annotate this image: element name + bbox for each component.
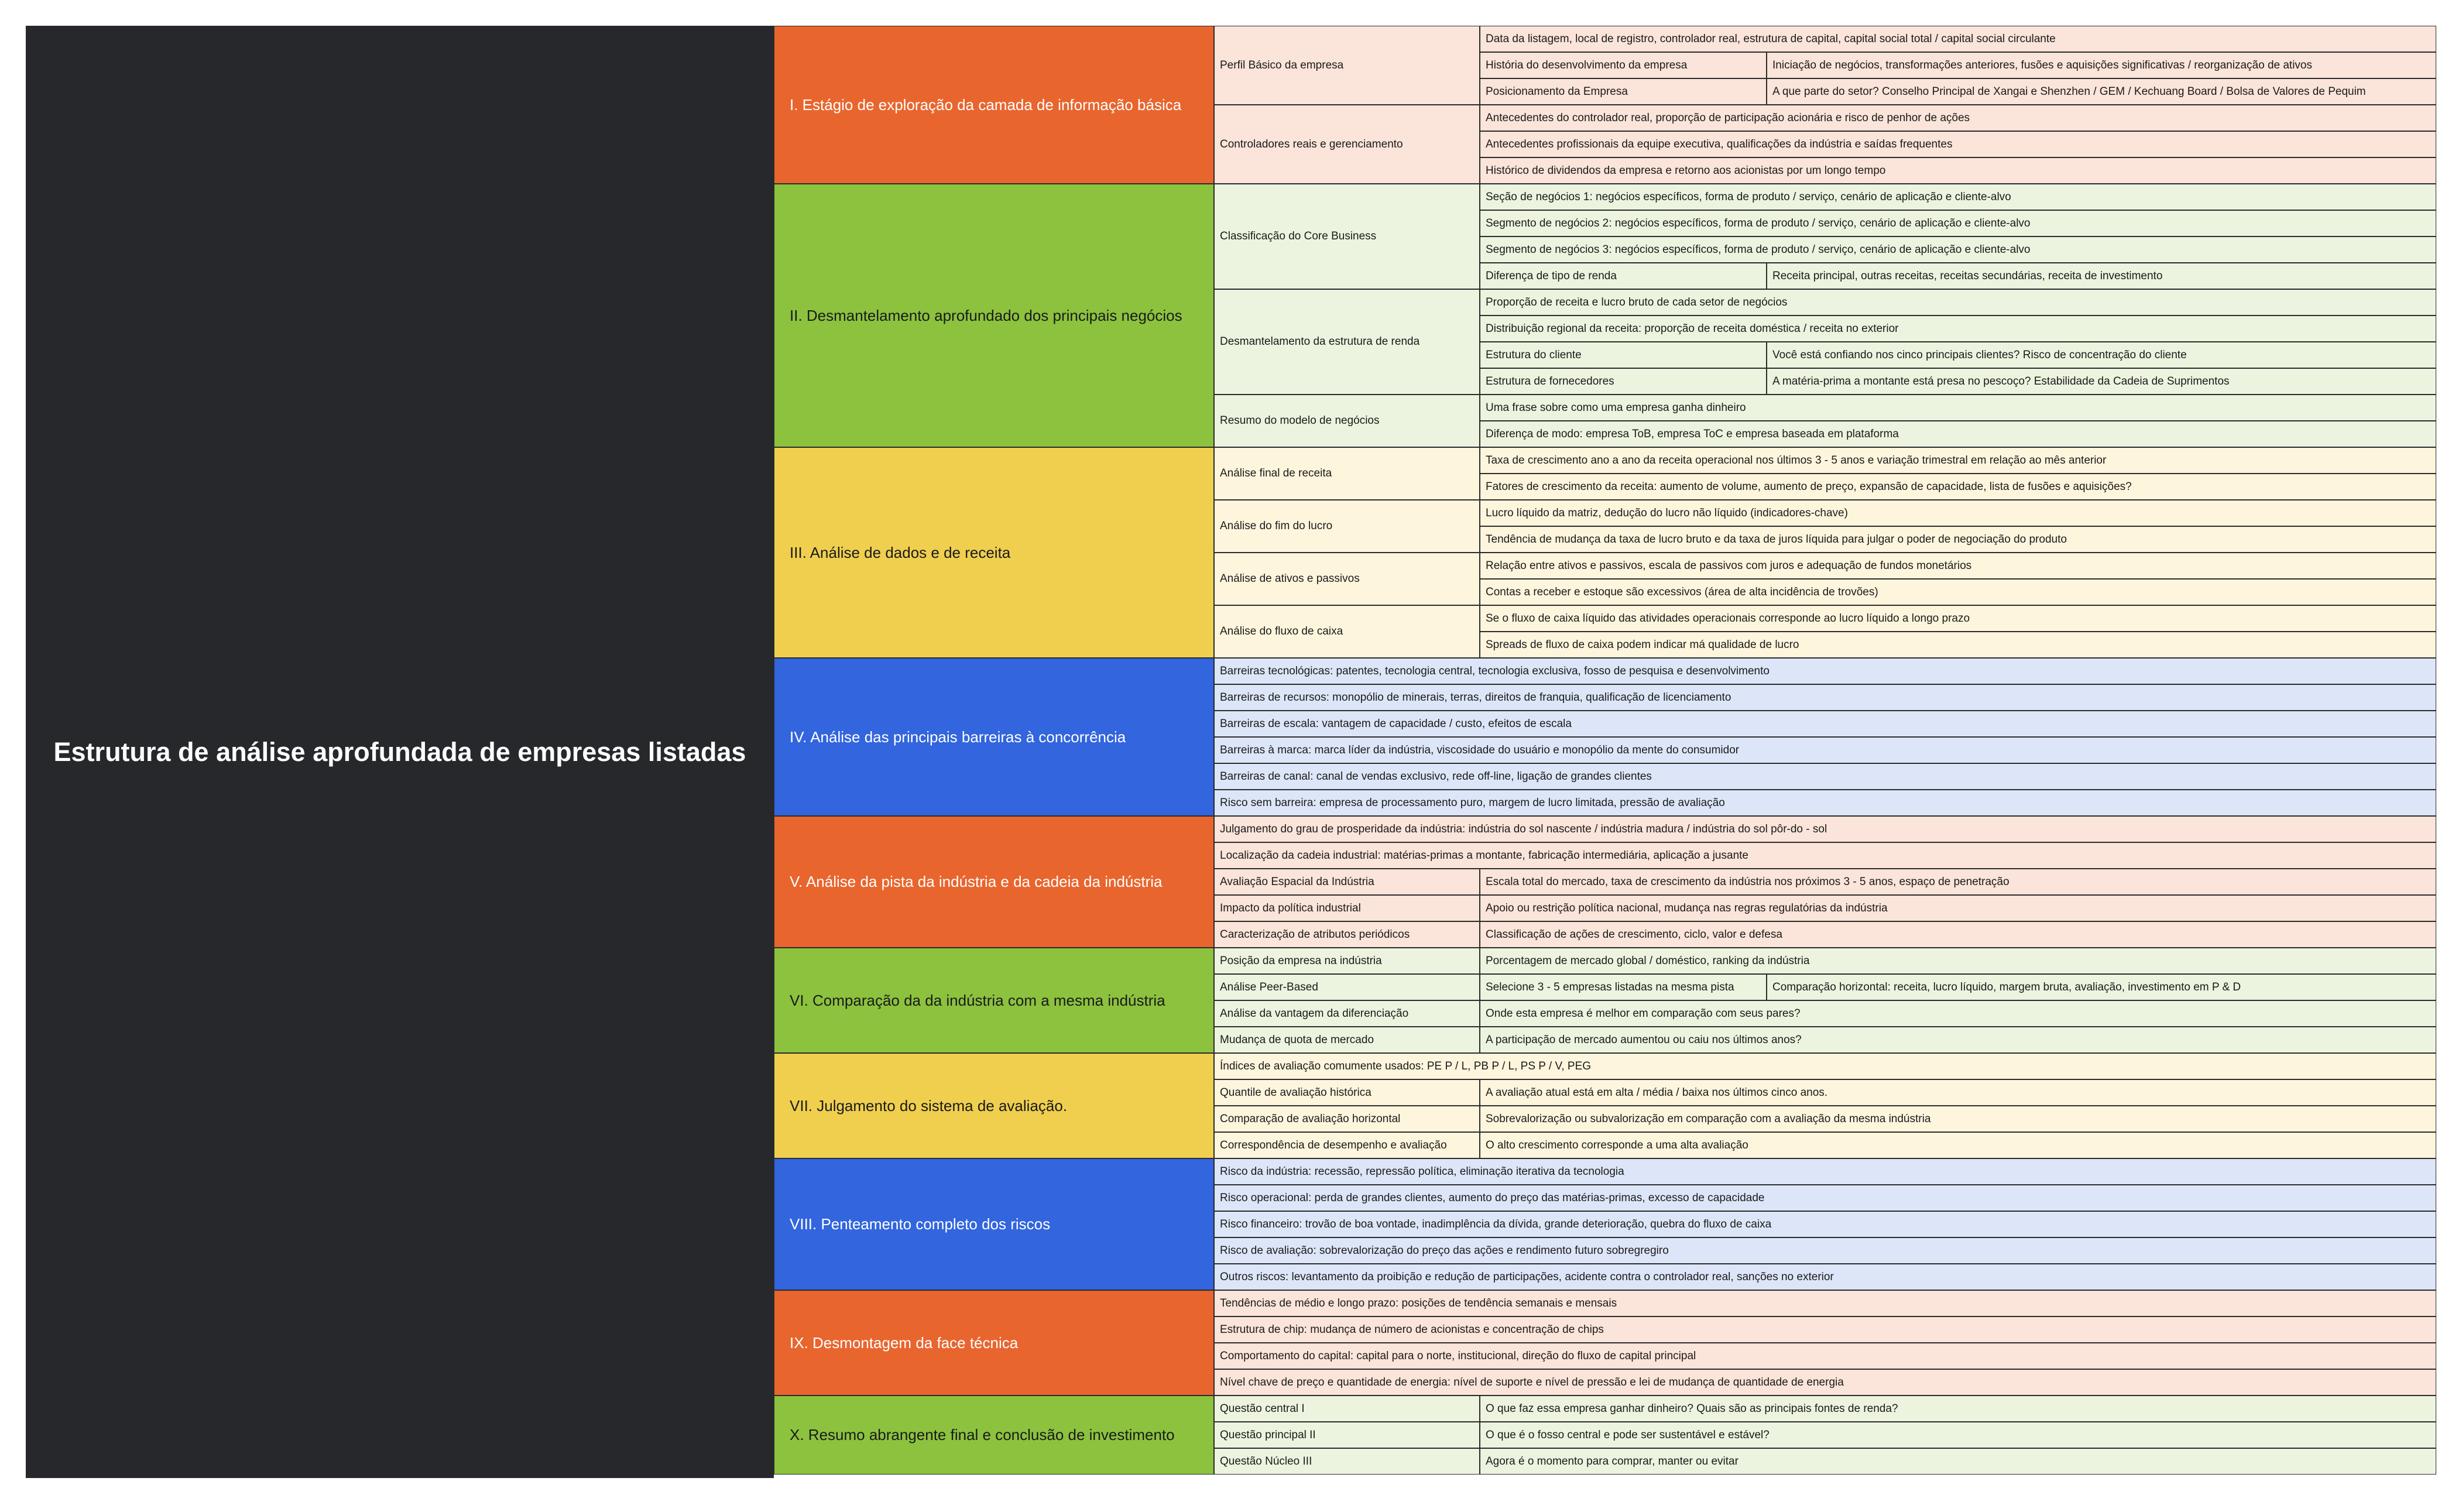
section-node-text: IX. Desmontagem da face técnica (790, 1333, 1019, 1352)
row-text-text: Nível chave de preço e quantidade de energia: nível de suporte e nível de pressão e lei de mudança de quantidade de energia (1220, 1376, 1844, 1388)
group-node (1214, 395, 1480, 447)
row-text-text: Risco operacional: perda de grandes clientes, aumento do preço das matérias-primas, excesso de capacidade (1220, 1191, 1765, 1204)
group-node-text: Resumo do modelo de negócios (1220, 414, 1380, 427)
section-node (774, 447, 1214, 658)
row-detail (1480, 895, 2436, 921)
row-text-text: Barreiras de escala: vantagem de capacidade / custo, efeitos de escala (1220, 717, 1572, 730)
row-label-text: Mudança de quota de mercado (1220, 1033, 1374, 1046)
row-text-text: Contas a receber e estoque são excessivos (área de alta incidência de trovões) (1486, 585, 1878, 598)
row-text (1214, 790, 2436, 816)
row-text (1480, 474, 2436, 500)
row-text-text: Uma frase sobre como uma empresa ganha dinheiro (1486, 401, 1746, 414)
row-text (1480, 26, 2436, 52)
section-node (774, 948, 1214, 1053)
row-detail (1480, 869, 2436, 895)
row-text-text: Taxa de crescimento ano a ano da receita operacional nos últimos 3 - 5 anos e variação trimestral em relação ao mês anterior (1486, 454, 2107, 467)
row-extra (1767, 974, 2436, 1000)
row-detail-text: O que faz essa empresa ganhar dinheiro? Quais são as principais fontes de renda? (1486, 1402, 1898, 1415)
row-detail (1480, 974, 1767, 1000)
row-detail (1480, 921, 2436, 948)
row-text (1214, 763, 2436, 790)
row-detail-text: Porcentagem de mercado global / doméstico, ranking da indústria (1486, 954, 1810, 967)
row-text (1214, 658, 2436, 684)
row-text (1480, 184, 2436, 210)
section-node-text: I. Estágio de exploração da camada de informação básica (790, 95, 1182, 114)
row-detail-text: O que é o fosso central e pode ser sustentável e estável? (1486, 1428, 1770, 1441)
row-label-text: Estrutura do cliente (1486, 348, 1582, 361)
analysis-tree-diagram (26, 26, 2436, 1478)
section-node-text: IV. Análise das principais barreiras à concorrência (790, 728, 1126, 746)
root-title-node (26, 26, 774, 1478)
row-detail-text: Selecione 3 - 5 empresas listadas na mesma pista (1486, 980, 1734, 993)
row-text-text: Distribuição regional da receita: proporção de receita doméstica / receita no exterior (1486, 322, 1899, 335)
row-detail (1480, 1106, 2436, 1132)
row-text (1214, 737, 2436, 763)
section-node-text: V. Análise da pista da indústria e da cadeia da indústria (790, 873, 1163, 890)
section-node (774, 816, 1214, 948)
root-title: Estrutura de análise aprofundada de empresas listadas (53, 736, 746, 767)
row-label-text: Avaliação Espacial da Indústria (1220, 875, 1374, 888)
row-text (1214, 1237, 2436, 1264)
row-text (1480, 526, 2436, 553)
row-text-text: Relação entre ativos e passivos, escala de passivos com juros e adequação de fundos monetários (1486, 559, 1972, 572)
row-text (1480, 210, 2436, 236)
row-label (1214, 1132, 1480, 1158)
row-label-text: Estrutura de fornecedores (1486, 375, 1614, 388)
row-label (1214, 1106, 1480, 1132)
row-label (1214, 1422, 1480, 1448)
row-text (1480, 605, 2436, 632)
row-text (1480, 157, 2436, 184)
row-text (1480, 632, 2436, 658)
row-label-text: Comparação de avaliação horizontal (1220, 1112, 1401, 1125)
row-text (1214, 1264, 2436, 1290)
row-label (1214, 1448, 1480, 1475)
row-label-text: Questão Núcleo III (1220, 1455, 1312, 1468)
row-label (1214, 1396, 1480, 1422)
row-detail-text: Agora é o momento para comprar, manter ou evitar (1486, 1455, 1739, 1468)
section-node (774, 658, 1214, 816)
row-detail (1480, 1448, 2436, 1475)
row-label (1214, 895, 1480, 921)
row-detail-text: Onde esta empresa é melhor em comparação com seus pares? (1486, 1007, 1801, 1020)
section-node (774, 1396, 1214, 1475)
row-text (1480, 447, 2436, 474)
row-text-text: Barreiras tecnológicas: patentes, tecnologia central, tecnologia exclusiva, fosso de pesquisa e desenvolvimento (1220, 664, 1770, 677)
row-detail-text: Você está confiando nos cinco principais clientes? Risco de concentração do cliente (1772, 348, 2187, 361)
row-text-text: Tendências de médio e longo prazo: posições de tendência semanais e mensais (1220, 1297, 1617, 1309)
row-text (1480, 131, 2436, 157)
section-node-text: VIII. Penteamento completo dos riscos (790, 1215, 1051, 1233)
row-text-text: Estrutura de chip: mudança de número de acionistas e concentração de chips (1220, 1323, 1604, 1336)
row-text (1214, 1211, 2436, 1237)
row-text-text: Seção de negócios 1: negócios específicos, forma de produto / serviço, cenário de aplicação e cliente-alvo (1486, 190, 2011, 203)
row-text-text: Barreiras de recursos: monopólio de minerais, terras, direitos de franquia, qualificação de licenciamento (1220, 691, 1731, 704)
row-detail-text: A que parte do setor? Conselho Principal de Xangai e Shenzhen / GEM / Kechuang Board / Bolsa de Valores de Pequim (1772, 85, 2366, 98)
section-node (774, 1158, 1214, 1290)
row-text-text: Risco financeiro: trovão de boa vontade, inadimplência da dívida, grande deterioração, quebra do fluxo de caixa (1220, 1218, 1772, 1230)
row-text (1214, 1158, 2436, 1185)
group-node-text: Análise final de receita (1220, 467, 1332, 480)
row-label (1214, 1000, 1480, 1027)
row-label (1214, 1079, 1480, 1106)
row-text-text: Outros riscos: levantamento da proibição e redução de participações, acidente contra o controlador real, sanções no exterior (1220, 1270, 1834, 1283)
row-label-text: Quantile de avaliação histórica (1220, 1086, 1371, 1099)
row-label (1214, 948, 1480, 974)
row-text-text: Índices de avaliação comumente usados: PE P / L, PB P / L, PS P / V, PEG (1220, 1060, 1592, 1072)
group-node (1214, 447, 1480, 500)
row-detail-text: Escala total do mercado, taxa de crescimento da indústria nos próximos 3 - 5 anos, espaço de penetração (1486, 875, 2010, 888)
row-text (1214, 1053, 2436, 1079)
row-label-text: Impacto da política industrial (1220, 901, 1361, 914)
row-text (1214, 1316, 2436, 1343)
row-label-text: Questão central I (1220, 1402, 1305, 1415)
group-node-text: Desmantelamento da estrutura de renda (1220, 335, 1420, 348)
row-text-text: Proporção de receita e lucro bruto de cada setor de negócios (1486, 296, 1788, 308)
row-detail-text: O alto crescimento corresponde a uma alta avaliação (1486, 1139, 1748, 1151)
row-text-text: Julgamento do grau de prosperidade da indústria: indústria do sol nascente / indústria madura / indústria do sol pôr-do - sol (1220, 822, 1827, 835)
row-text (1480, 316, 2436, 342)
row-text (1480, 579, 2436, 605)
row-label (1480, 342, 1767, 368)
row-label-text: Questão principal II (1220, 1428, 1316, 1441)
group-node (1214, 605, 1480, 658)
row-text (1480, 105, 2436, 131)
row-detail (1480, 1422, 2436, 1448)
row-detail-text: A avaliação atual está em alta / média / baixa nos últimos cinco anos. (1486, 1086, 1828, 1099)
row-text (1480, 395, 2436, 421)
row-text-text: Barreiras de canal: canal de vendas exclusivo, rede off-line, ligação de grandes clientes (1220, 770, 1652, 783)
row-detail-text: Sobrevalorização ou subvalorização em comparação com a avaliação da mesma indústria (1486, 1112, 1931, 1125)
row-detail (1480, 1132, 2436, 1158)
row-text-text: Barreiras à marca: marca líder da indústria, viscosidade do usuário e monopólio da mente do consumidor (1220, 743, 1740, 756)
row-text-text: Risco de avaliação: sobrevalorização do preço das ações e rendimento futuro sobregregiro (1220, 1244, 1669, 1257)
row-text-text: Diferença de modo: empresa ToB, empresa ToC e empresa baseada em plataforma (1486, 427, 1899, 440)
section-node-text: X. Resumo abrangente final e conclusão de investimento (790, 1426, 1175, 1444)
section-node (774, 1053, 1214, 1158)
row-detail (1480, 1000, 2436, 1027)
row-detail (1480, 1027, 2436, 1053)
group-node-text: Análise do fim do lucro (1220, 520, 1333, 533)
row-text (1480, 553, 2436, 579)
row-text (1214, 1369, 2436, 1396)
row-label (1214, 869, 1480, 895)
row-text (1214, 1290, 2436, 1316)
row-text-text: Risco da indústria: recessão, repressão política, eliminação iterativa da tecnologia (1220, 1165, 1624, 1178)
row-label (1480, 263, 1767, 289)
row-label-text: Análise da vantagem da diferenciação (1220, 1007, 1409, 1020)
row-detail (1767, 78, 2436, 105)
group-node (1214, 289, 1480, 395)
row-text-text: Antecedentes profissionais da equipe executiva, qualificações da indústria e saídas frequentes (1486, 138, 1953, 150)
row-text-text: Data da listagem, local de registro, controlador real, estrutura de capital, capital social total / capital social circulante (1486, 32, 2056, 45)
section-node (774, 26, 1214, 184)
group-node (1214, 105, 1480, 184)
row-text (1480, 236, 2436, 263)
section-node-text: VI. Comparação da da indústria com a mesma indústria (790, 991, 1165, 1009)
row-text (1214, 816, 2436, 842)
row-detail-text: Apoio ou restrição política nacional, mudança nas regras regulatórias da indústria (1486, 901, 1888, 914)
row-label (1480, 78, 1767, 105)
row-detail (1767, 52, 2436, 78)
row-text-text: Risco sem barreira: empresa de processamento puro, margem de lucro limitada, pressão de avaliação (1220, 796, 1725, 809)
row-text-text: Localização da cadeia industrial: matérias-primas a montante, fabricação intermediária, aplicação a jusante (1220, 849, 1748, 862)
row-text-text: Se o fluxo de caixa líquido das atividades operacionais corresponde ao lucro líquido a longo prazo (1486, 612, 1970, 625)
row-text (1214, 1185, 2436, 1211)
group-node (1214, 553, 1480, 605)
row-label (1214, 1027, 1480, 1053)
row-text-text: Spreads de fluxo de caixa podem indicar má qualidade de lucro (1486, 638, 1799, 651)
row-label-text: Posição da empresa na indústria (1220, 954, 1382, 967)
row-text-text: Antecedentes do controlador real, proporção de participação acionária e risco de penhor de ações (1486, 111, 1970, 124)
section-node-text: III. Análise de dados e de receita (790, 543, 1011, 561)
row-text (1480, 289, 2436, 316)
row-detail-text: Iniciação de negócios, transformações anteriores, fusões e aquisições significativas / reorganização de ativos (1772, 59, 2313, 71)
row-text-text: Segmento de negócios 2: negócios específicos, forma de produto / serviço, cenário de aplicação e cliente-alvo (1486, 217, 2031, 229)
row-label-text: Posicionamento da Empresa (1486, 85, 1628, 98)
row-text (1214, 684, 2436, 711)
row-detail-text: A matéria-prima a montante está presa no pescoço? Estabilidade da Cadeia de Suprimentos (1772, 375, 2230, 388)
row-text-text: Lucro líquido da matriz, dedução do lucro não líquido (indicadores-chave) (1486, 506, 1848, 519)
group-node-text: Classificação do Core Business (1220, 230, 1377, 243)
group-node-text: Análise de ativos e passivos (1220, 572, 1360, 585)
row-text (1214, 1343, 2436, 1369)
row-detail (1480, 1396, 2436, 1422)
row-text-text: Fatores de crescimento da receita: aumento de volume, aumento de preço, expansão de capacidade, lista de fusões e aquisições? (1486, 480, 2132, 493)
row-extra-text: Comparação horizontal: receita, lucro líquido, margem bruta, avaliação, investimento em P & D (1772, 980, 2241, 993)
row-detail (1767, 342, 2436, 368)
group-node (1214, 184, 1480, 289)
section-node (774, 184, 1214, 447)
row-label-text: Análise Peer-Based (1220, 980, 1318, 993)
group-node (1214, 500, 1480, 553)
section-node-text: II. Desmantelamento aprofundado dos principais negócios (790, 306, 1182, 324)
row-detail (1480, 1079, 2436, 1106)
group-node-text: Perfil Básico da empresa (1220, 59, 1344, 71)
row-detail-text: Receita principal, outras receitas, receitas secundárias, receita de investimento (1772, 269, 2163, 282)
row-label-text: Correspondência de desempenho e avaliação (1220, 1139, 1447, 1151)
section-node-text: VII. Julgamento do sistema de avaliação. (790, 1096, 1068, 1115)
row-label-text: Diferença de tipo de renda (1486, 269, 1617, 282)
group-node-text: Controladores reais e gerenciamento (1220, 138, 1403, 150)
row-label (1214, 921, 1480, 948)
row-detail-text: A participação de mercado aumentou ou caiu nos últimos anos? (1486, 1033, 1802, 1046)
row-text-text: Histórico de dividendos da empresa e retorno aos acionistas por um longo tempo (1486, 164, 1886, 177)
row-text-text: Tendência de mudança da taxa de lucro bruto e da taxa de juros líquida para julgar o poder de negociação do produto (1486, 533, 2067, 546)
group-node (1214, 26, 1480, 105)
row-label (1480, 52, 1767, 78)
row-text (1480, 500, 2436, 526)
row-label (1480, 368, 1767, 395)
row-detail-text: Classificação de ações de crescimento, ciclo, valor e defesa (1486, 928, 1782, 941)
section-node (774, 1290, 1214, 1396)
row-text (1480, 421, 2436, 447)
row-label (1214, 974, 1480, 1000)
row-label-text: História do desenvolvimento da empresa (1486, 59, 1688, 71)
row-detail (1767, 368, 2436, 395)
row-text (1214, 842, 2436, 869)
row-label-text: Caracterização de atributos periódicos (1220, 928, 1410, 941)
row-text-text: Comportamento do capital: capital para o norte, institucional, direção do fluxo de capital principal (1220, 1349, 1696, 1362)
row-detail (1767, 263, 2436, 289)
row-text-text: Segmento de negócios 3: negócios específicos, forma de produto / serviço, cenário de aplicação e cliente-alvo (1486, 243, 2031, 256)
group-node-text: Análise do fluxo de caixa (1220, 625, 1343, 638)
row-detail (1480, 948, 2436, 974)
row-text (1214, 711, 2436, 737)
